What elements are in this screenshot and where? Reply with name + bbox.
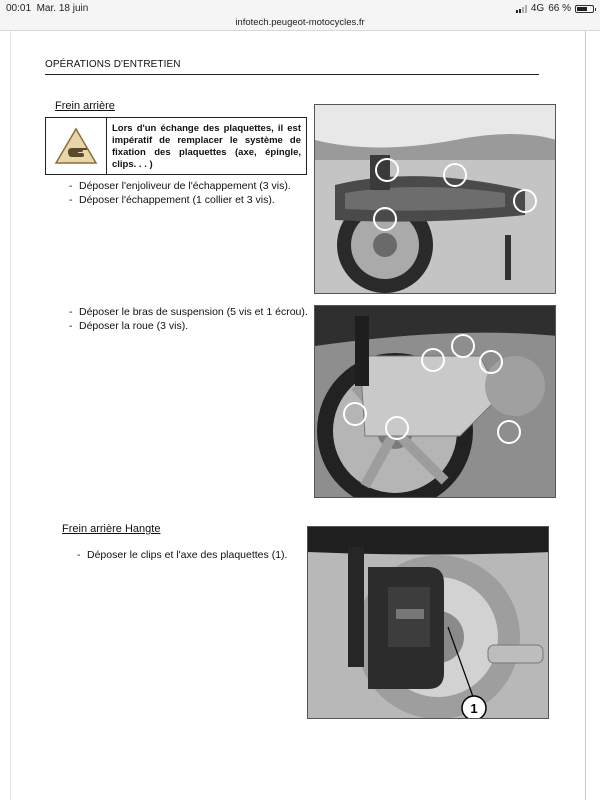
status-indicators (516, 3, 594, 14)
photo-suspension-arm (314, 305, 556, 498)
status-date: Mar. 18 juin (36, 3, 89, 14)
photo-brake-caliper (307, 526, 549, 719)
section-heading-rear-brake-hangte: Frein arrière Hangte (62, 523, 161, 535)
battery-percent: 66 % (548, 3, 571, 14)
exhaust-photo-image (315, 105, 556, 294)
status-time: 00:01 (6, 3, 32, 14)
list-item: - Déposer l'échappement (1 collier et 3 vis). (69, 194, 275, 206)
status-time-date (6, 3, 88, 14)
steps-section3 (77, 548, 287, 562)
battery-icon (575, 5, 594, 13)
list-item: - Déposer l'enjoliveur de l'échappement (3 vis). (69, 180, 291, 192)
signal-icon (516, 5, 527, 13)
address-url[interactable]: infotech.peugeot-motocycles.fr (235, 17, 365, 28)
section-heading-rear-brake: Frein arrière (55, 100, 115, 112)
suspension-photo-image (315, 306, 556, 498)
list-item: - Déposer le bras de suspension (5 vis et 1 écrou). (69, 306, 308, 318)
battery-level (577, 7, 587, 11)
document-page (10, 31, 586, 800)
warning-icon-cell (46, 118, 107, 174)
callout-label: 1 (470, 701, 478, 716)
warning-box (45, 117, 307, 175)
caliper-photo-image (308, 527, 549, 719)
status-bar (0, 0, 600, 31)
steps-section1 (69, 179, 291, 207)
header-divider (45, 74, 539, 75)
list-item: - Déposer la roue (3 vis). (69, 320, 189, 332)
pointing-hand-icon (54, 127, 98, 165)
photo-exhaust (314, 104, 556, 294)
warning-text: Lors d'un échange des plaquettes, il est impératif de remplacer le système de fixation des plaquettes (axe, épingle, clips. . . ) (112, 123, 301, 170)
network-label: 4G (530, 3, 545, 14)
steps-section2 (69, 305, 308, 333)
page-title: OPÉRATIONS D'ENTRETIEN (45, 59, 181, 70)
list-item: - Déposer le clips et l'axe des plaquettes (1). (77, 549, 288, 561)
